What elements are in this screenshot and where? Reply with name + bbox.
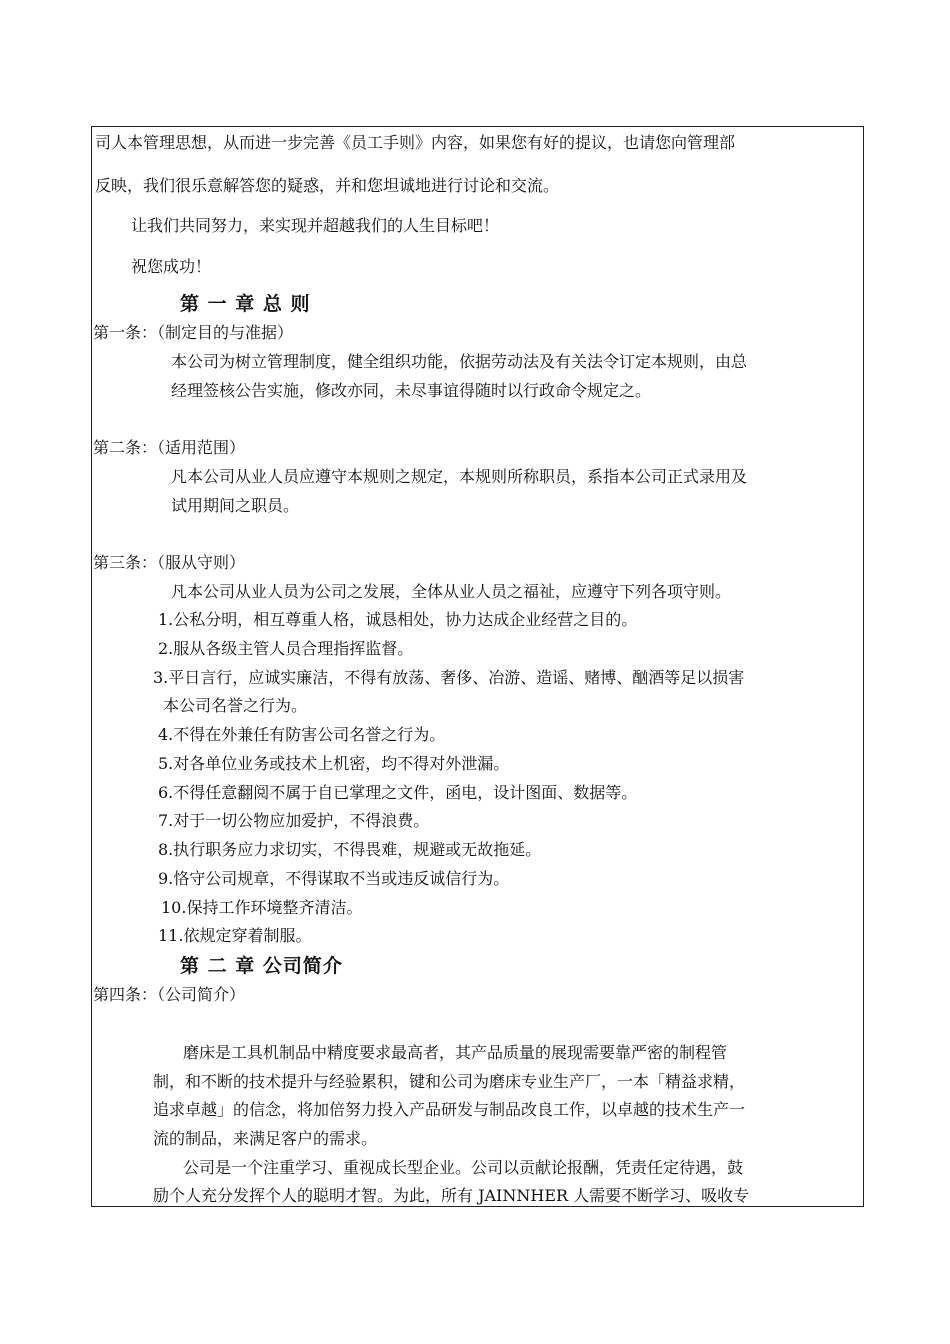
rule-item: 11.依规定穿着制服。 — [158, 926, 312, 945]
rule-item: 4.不得在外兼任有防害公司名誉之行为。 — [158, 725, 446, 744]
intro-line-2: 反映，我们很乐意解答您的疑惑，并和您坦诚地进行讨论和交流。 — [95, 176, 560, 195]
rule-item: 6.不得任意翻阅不属于自已掌理之文件，函电，设计图面、数据等。 — [158, 783, 638, 802]
chapter-1-title: 第 一 章 总 则 — [180, 293, 311, 315]
intro-encourage: 让我们共同努力，来实现并超越我们的人生目标吧！ — [131, 216, 500, 235]
intro-wish: 祝您成功！ — [131, 257, 212, 276]
rule-item: 2.服从各级主管人员合理指挥监督。 — [158, 639, 414, 658]
article-3-body: 凡本公司从业人员为公司之发展，全体从业人员之福祉，应遵守下列各项守则。 — [171, 582, 732, 601]
rule-item: 3.平日言行，应诚实廉洁，不得有放荡、奢侈、冶游、造谣、赌博、酗酒等足以损害 — [153, 668, 745, 687]
intro-para-1-line: 追求卓越」的信念，将加倍努力投入产品研发与制品改良工作，以卓越的技术生产一 — [153, 1100, 746, 1119]
rule-item: 7.对于一切公物应加爱护，不得浪费。 — [158, 811, 430, 830]
rule-item: 5.对各单位业务或技术上机密，均不得对外泄漏。 — [158, 754, 510, 773]
article-2-body-1: 凡本公司从业人员应遵守本规则之规定，本规则所称职员，系指本公司正式录用及 — [171, 467, 748, 486]
intro-para-1-line: 制，和不断的技术提升与经验累积，键和公司为磨床专业生产厂，一本「精益求精， — [153, 1072, 746, 1091]
article-2-body-2: 试用期间之职员。 — [171, 496, 300, 515]
intro-para-2-line: 励个人充分发挥个人的聪明才智。为此，所有 JAINNHER 人需要不断学习、吸收专 — [153, 1186, 750, 1205]
rule-item: 1.公私分明，相互尊重人格，诚恳相处，协力达成企业经营之目的。 — [158, 610, 638, 629]
article-2-label: 第二条：（适用范围） — [93, 438, 246, 457]
article-1-body-1: 本公司为树立管理制度，健全组织功能，依据劳动法及有关法令订定本规则，由总 — [171, 352, 748, 371]
intro-para-1-line: 磨床是工具机制品中精度要求最高者，其产品质量的展现需要靠严密的制程管 — [183, 1043, 728, 1062]
article-4-label: 第四条：（公司简介） — [93, 985, 246, 1004]
rule-item: 9.恪守公司规章，不得谋取不当或违反诚信行为。 — [158, 869, 510, 888]
rule-item: 8.执行职务应力求切实，不得畏难，规避或无故拖延。 — [158, 840, 542, 859]
intro-para-2-line: 公司是一个注重学习、重视成长型企业。公司以贡献论报酬，凭责任定待遇，鼓 — [183, 1158, 744, 1177]
intro-para-1-line: 流的制品，来满足客户的需求。 — [153, 1129, 378, 1148]
rule-item: 10.保持工作环境整齐清洁。 — [161, 898, 363, 917]
article-1-body-2: 经理签核公告实施，修改亦同，未尽事谊得随时以行政命令规定之。 — [171, 381, 652, 400]
rule-item-continued: 本公司名誉之行为。 — [163, 696, 308, 715]
article-1-label: 第一条：（制定目的与准据） — [93, 323, 294, 342]
article-3-label: 第三条：（服从守则） — [93, 553, 246, 572]
intro-line-1: 司人本管理思想，从而进一步完善《员工手则》内容，如果您有好的提议，也请您向管理部 — [95, 133, 736, 152]
chapter-2-title: 第 二 章 公司简介 — [180, 955, 343, 977]
